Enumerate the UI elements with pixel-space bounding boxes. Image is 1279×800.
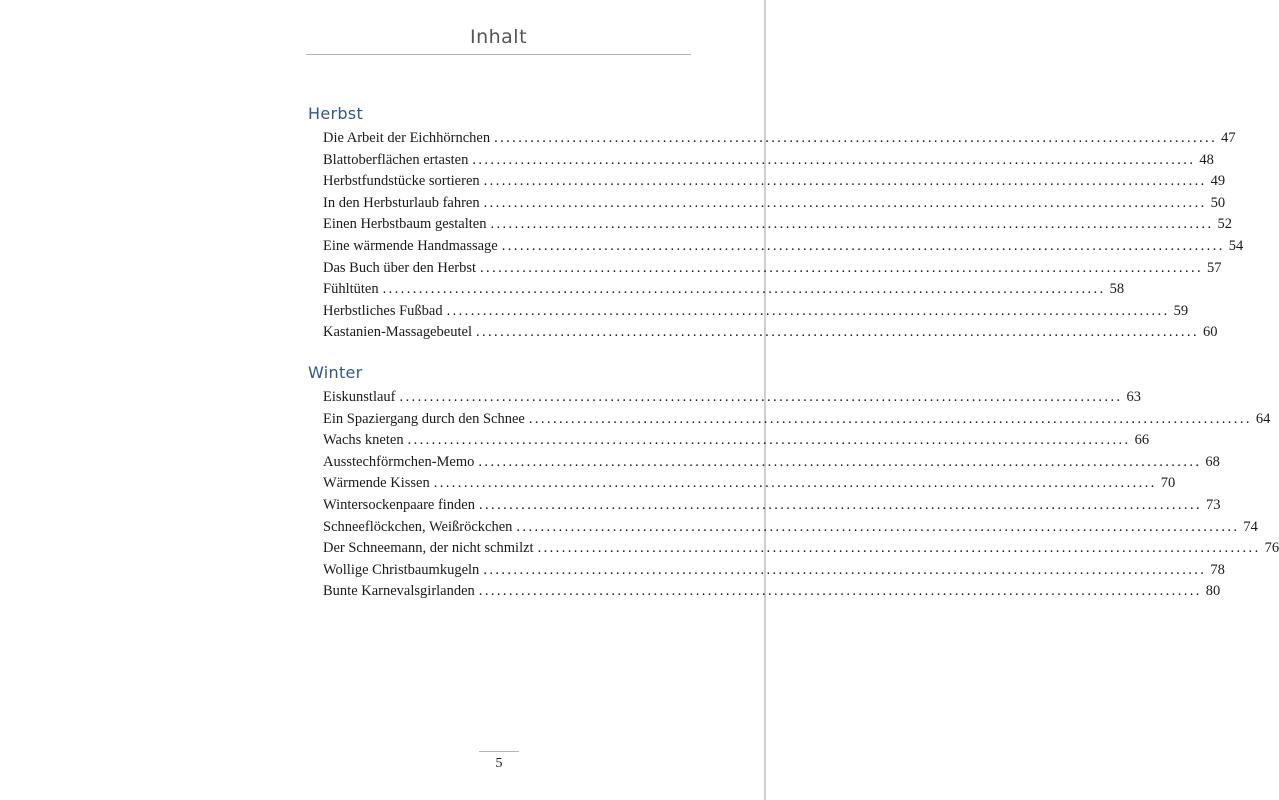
dot-leader: ........................................................................................................................	[433, 475, 1157, 492]
toc-entry-title: Wintersockenpaare finden	[323, 496, 475, 513]
toc-entry-title: Herbstfundstücke sortieren	[323, 173, 480, 190]
dot-leader: ........................................................................................................................	[483, 194, 1207, 211]
toc-entry-page: 52	[1217, 216, 1232, 233]
dot-leader: ........................................................................................................................	[516, 518, 1240, 535]
dot-leader: ........................................................................................................................	[399, 389, 1123, 405]
toc-entry-title: Blattoberflächen ertasten	[323, 151, 469, 168]
dot-leader: ........................................................................................................................	[479, 496, 1202, 513]
toc-entry	[323, 301, 1189, 323]
toc-entry	[323, 452, 1220, 474]
toc-entry-title: Eiskunstlauf	[323, 389, 396, 405]
dot-leader: ........................................................................................................................	[483, 173, 1207, 190]
dot-leader: ........................................................................................................................	[478, 583, 1202, 600]
toc-entry-page: 59	[1173, 302, 1189, 319]
toc-entry-title: Bunte Karnevalsgirlanden	[323, 583, 475, 600]
toc-entry-page: 57	[1207, 259, 1222, 276]
toc-entry-page: 50	[1210, 194, 1226, 211]
dot-leader: ........................................................................................................................	[537, 540, 1261, 557]
toc-entry	[323, 322, 1218, 344]
toc-entry	[323, 473, 1176, 495]
toc-entry	[323, 517, 1258, 539]
dot-leader: ........................................................................................................................	[475, 324, 1199, 341]
page-header	[306, 24, 691, 55]
toc-entry-page: 64	[1255, 410, 1271, 427]
dot-leader: ........................................................................................................................	[494, 130, 1218, 146]
dot-leader: ........................................................................................................................	[446, 302, 1170, 319]
toc-entry-title: Der Schneemann, der nicht schmilzt	[323, 540, 534, 557]
toc-entry-page: 76	[1264, 540, 1279, 557]
toc-entry-page: 54	[1228, 237, 1244, 254]
toc-entry-page: 78	[1210, 561, 1225, 578]
toc-entry	[323, 258, 1222, 280]
toc-entry	[323, 560, 1225, 582]
toc-entry	[323, 387, 1141, 409]
dot-leader: ........................................................................................................................	[478, 453, 1202, 470]
dot-leader: ........................................................................................................................	[490, 216, 1214, 233]
toc-entry	[323, 581, 1221, 603]
toc-entry-page: 60	[1202, 324, 1218, 341]
page-title: Inhalt	[469, 26, 528, 48]
toc-entry-page: 80	[1205, 583, 1221, 600]
toc-entry-title: Kastanien-Massagebeutel	[323, 324, 472, 341]
dot-leader: ........................................................................................................................	[528, 410, 1252, 427]
toc-entry-page: 47	[1221, 130, 1236, 146]
toc-entry-title: Schneeflöckchen, Weißröckchen	[323, 518, 513, 535]
toc-entry	[323, 279, 1125, 301]
section-heading: Herbst	[308, 104, 364, 123]
section-heading: Winter	[308, 363, 363, 382]
toc-entry-page: 70	[1160, 475, 1176, 492]
toc-entry-title: Eine wärmende Handmassage	[323, 237, 498, 254]
toc-entry	[323, 430, 1150, 452]
title-rule	[306, 54, 691, 55]
toc-entry-title: Die Arbeit der Eichhörnchen	[323, 130, 491, 146]
toc-entry-page: 68	[1205, 453, 1220, 470]
toc-entry-title: Einen Herbstbaum gestalten	[323, 216, 487, 233]
dot-leader: ........................................................................................................................	[480, 259, 1204, 276]
footer-rule	[479, 751, 519, 752]
toc-entry-page: 58	[1109, 281, 1125, 298]
dot-leader: ........................................................................................................................	[382, 281, 1106, 298]
toc-entry-page: 66	[1134, 432, 1150, 449]
toc-entry-title: Herbstliches Fußbad	[323, 302, 443, 319]
section-winter	[306, 363, 1279, 603]
page-number: 5	[495, 756, 503, 771]
toc-entry	[323, 128, 1236, 150]
toc-entry	[323, 150, 1214, 172]
toc-entry-page: 63	[1126, 389, 1141, 405]
toc-entry-page: 48	[1199, 151, 1214, 168]
toc-entry	[323, 538, 1279, 560]
toc-entry-title: Wärmende Kissen	[323, 475, 430, 492]
dot-leader: ........................................................................................................................	[501, 237, 1225, 254]
toc-entry-title: Fühltüten	[323, 281, 379, 298]
toc-entry-page: 73	[1206, 496, 1221, 513]
toc-entry-title: Wollige Christbaumkugeln	[323, 561, 480, 578]
toc-entry	[323, 214, 1232, 236]
toc-entry	[323, 495, 1221, 517]
toc-entry-page: 74	[1243, 518, 1258, 535]
toc-entry	[323, 171, 1226, 193]
dot-leader: ........................................................................................................................	[472, 151, 1196, 168]
toc-entry	[323, 193, 1226, 215]
toc-entry-title: Ausstechförmchen-Memo	[323, 453, 475, 470]
toc-entry-title: Wachs kneten	[323, 432, 404, 449]
toc-entry-page: 49	[1210, 173, 1226, 190]
dot-leader: ........................................................................................................................	[483, 561, 1207, 578]
toc-entry-title: Das Buch über den Herbst	[323, 259, 477, 276]
toc-entry-title: In den Herbsturlaub fahren	[323, 194, 480, 211]
dot-leader: ........................................................................................................................	[407, 432, 1131, 449]
toc-entry-title: Ein Spaziergang durch den Schnee	[323, 410, 525, 427]
toc-entry	[323, 409, 1271, 431]
section-herbst	[306, 104, 1244, 344]
toc-entry	[323, 236, 1244, 258]
